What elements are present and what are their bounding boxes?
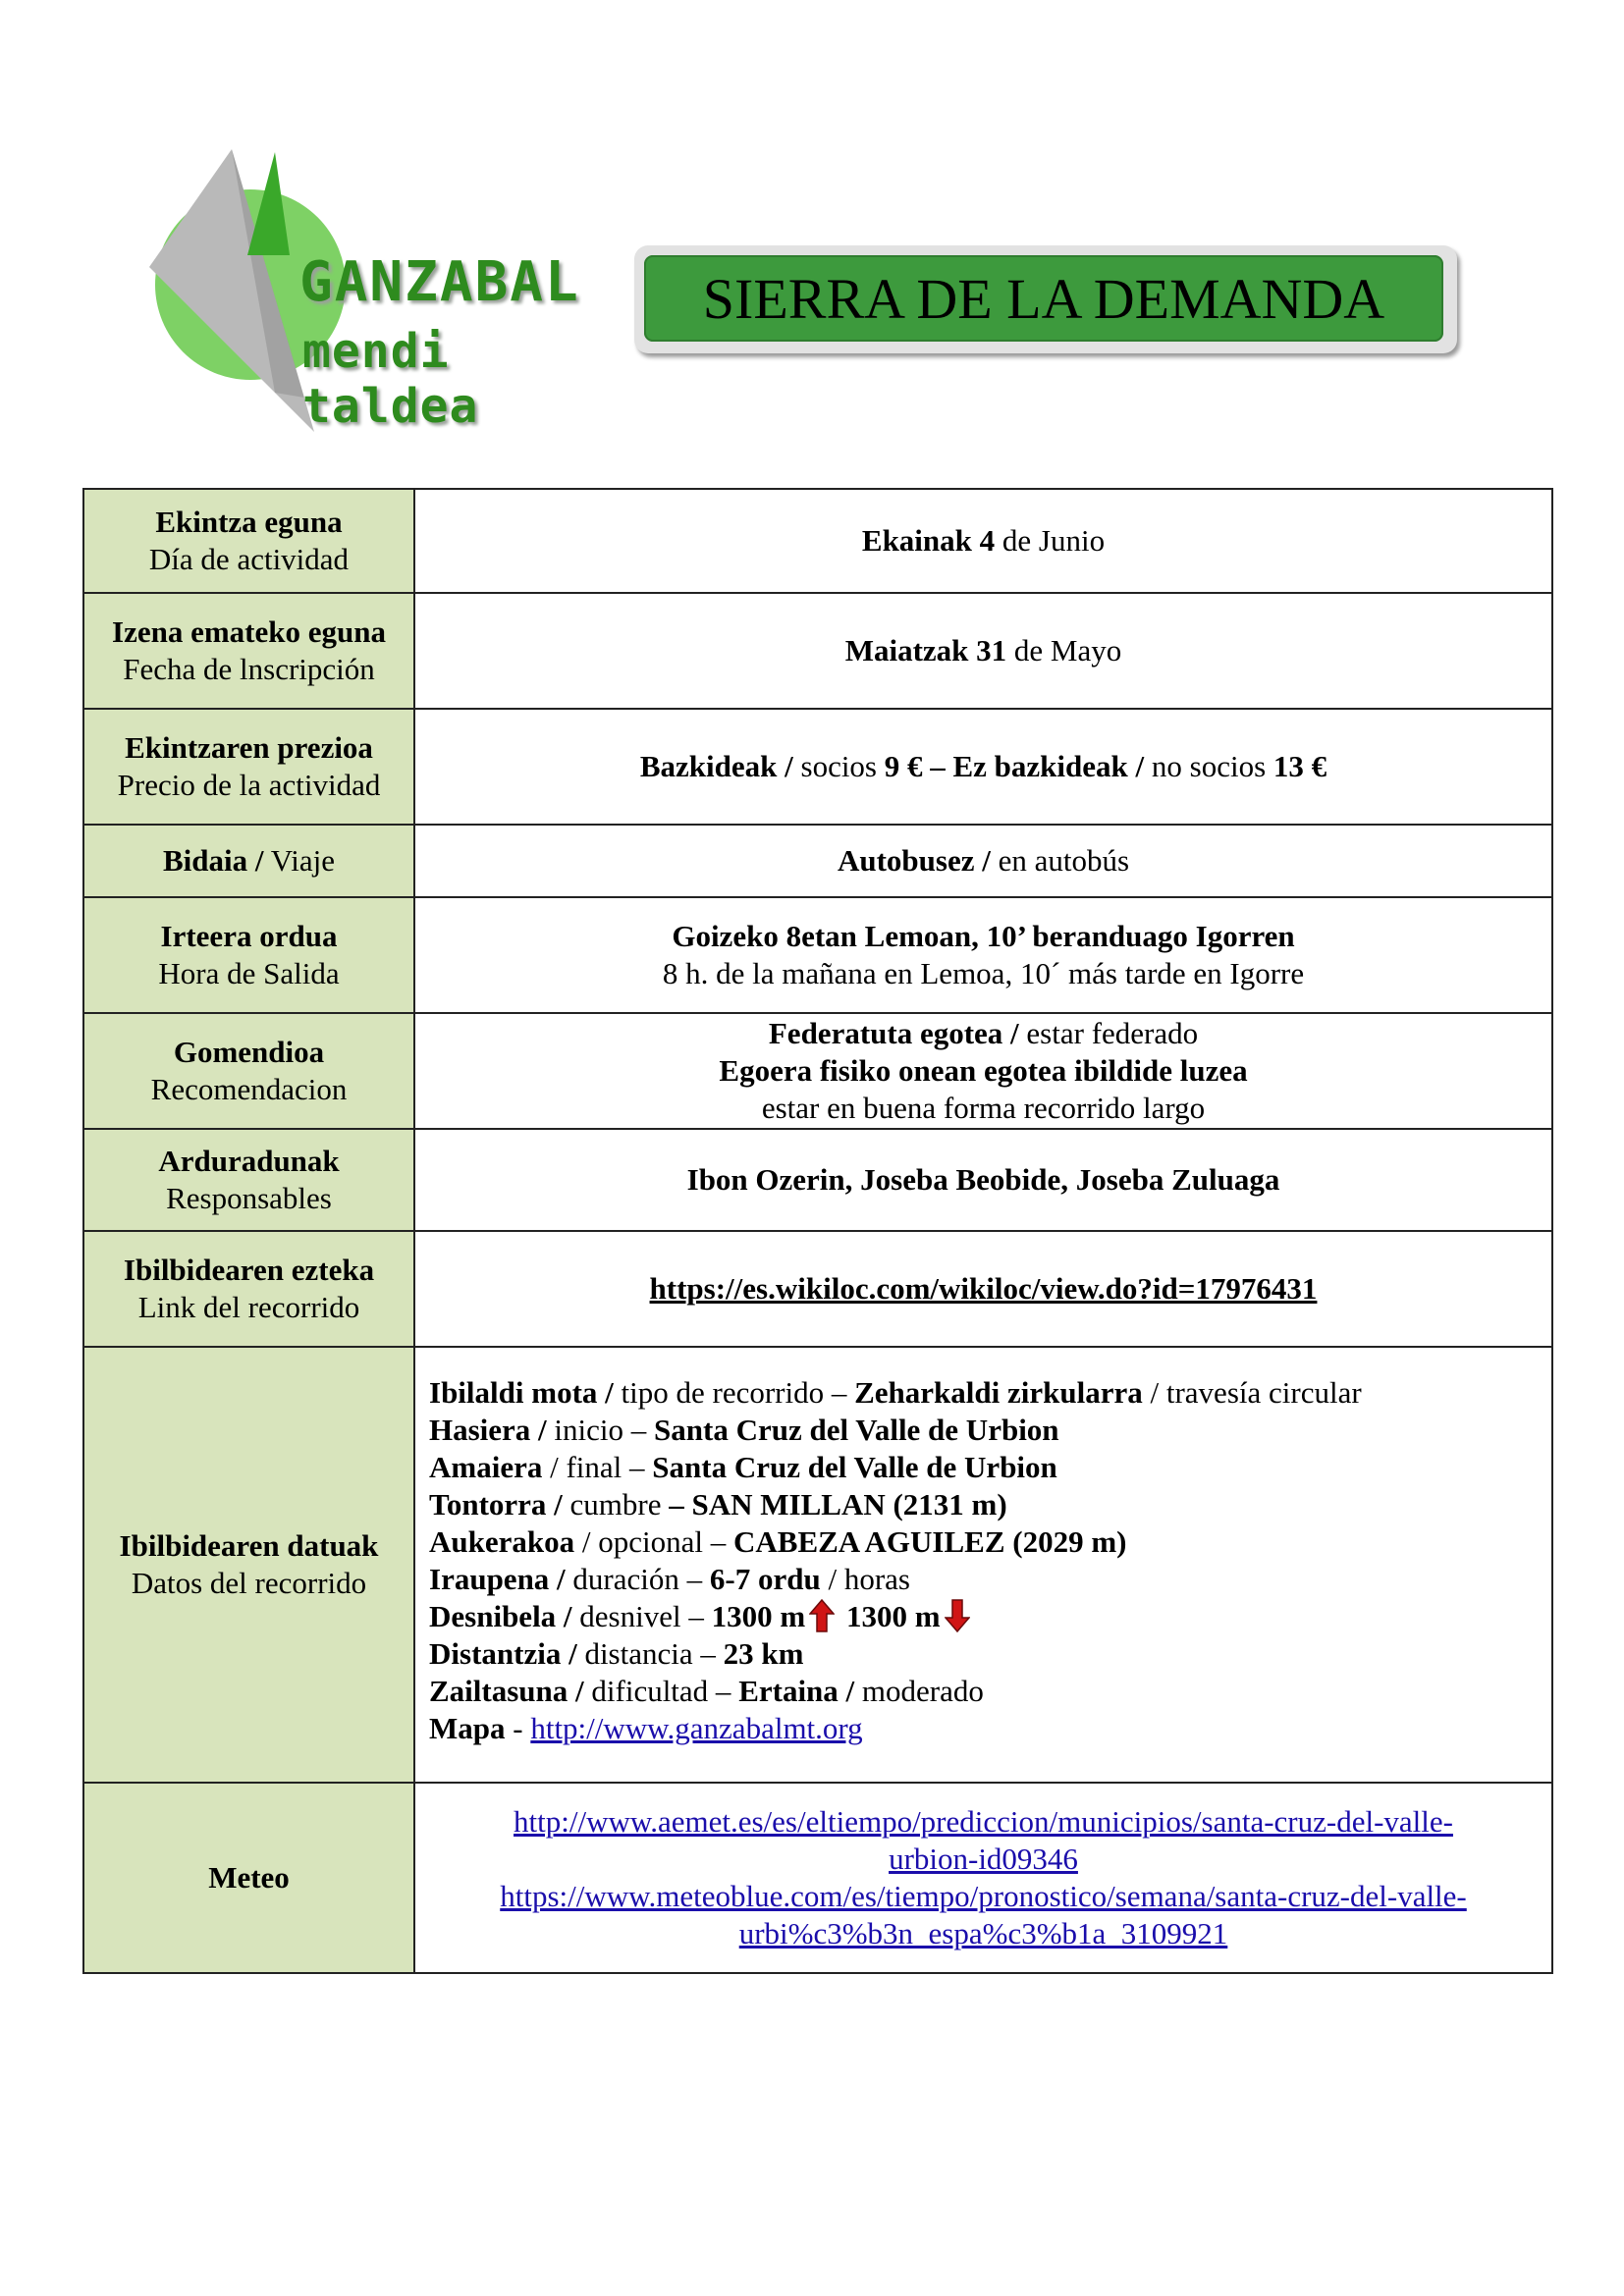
row-travel [83, 825, 1552, 897]
t: Aukerakoa [429, 1524, 575, 1559]
row-weather [83, 1783, 1552, 1973]
arrow-down-icon [945, 1599, 970, 1632]
t: Santa Cruz del Valle de Urbion [654, 1413, 1059, 1447]
label-eu: Ekintzaren prezioa [125, 730, 373, 765]
label-es: Viaje [263, 843, 335, 878]
t: Ertaina / [738, 1674, 855, 1708]
t: Mapa [429, 1711, 506, 1745]
t: 6-7 ordu [709, 1562, 821, 1596]
t: Hasiera / [429, 1413, 547, 1447]
row-route-link [83, 1231, 1552, 1347]
t: 1300 m [839, 1599, 941, 1633]
label-es: Responsables [166, 1181, 332, 1215]
logo-subtitle: mendi taldea [302, 324, 479, 434]
row-departure [83, 897, 1552, 1013]
label-eu: Irteera ordua [160, 919, 338, 953]
t: CABEZA AGUILEZ (2029 m) [733, 1524, 1127, 1559]
inscription-es: de Mayo [1013, 633, 1122, 667]
value-departure [414, 897, 1552, 1013]
label-inscription-date [83, 593, 414, 709]
t: dificultad – [583, 1674, 739, 1708]
label-route-data [83, 1347, 414, 1783]
link-part: urbi%c3%b3n_espa%c3%b1a_3109921 [738, 1916, 1228, 1950]
t: distancia – [576, 1636, 724, 1671]
t: / horas [820, 1562, 910, 1596]
label-es: Hora de Salida [158, 956, 340, 990]
title-banner [634, 245, 1457, 353]
label-price [83, 709, 414, 825]
t: Amaiera [429, 1450, 543, 1484]
t: / final – [542, 1450, 653, 1484]
label-eu: Izena emateko eguna [112, 614, 386, 649]
label-eu: Ibilbidearen ezteka [123, 1253, 375, 1287]
label-eu: Bidaia / [163, 843, 264, 878]
t: Santa Cruz del Valle de Urbion [652, 1450, 1057, 1484]
label-eu: Ekintza eguna [155, 505, 343, 539]
value-route-link [414, 1231, 1552, 1347]
t: Iraupena / [429, 1562, 566, 1596]
label-es: Precio de la actividad [117, 768, 381, 802]
t: desnivel – [571, 1599, 712, 1633]
row-recommendation [83, 1013, 1552, 1129]
t: duración – [565, 1562, 710, 1596]
value-travel [414, 825, 1552, 897]
t: cumbre [562, 1487, 670, 1522]
t: / opcional – [574, 1524, 733, 1559]
aemet-link[interactable] [514, 1804, 1453, 1876]
t: Desnibela / [429, 1599, 572, 1633]
t: moderado [854, 1674, 984, 1708]
date-eu: Ekainak 4 [861, 523, 996, 558]
price-part: 13 € [1272, 749, 1327, 783]
link-part: http://www.aemet.es/es/eltiempo/prediccion/municipios/santa-cruz-del-valle- [514, 1804, 1453, 1839]
route-line-duration [429, 1561, 1538, 1598]
route-line-start [429, 1412, 1538, 1449]
label-es: Recomendacion [150, 1072, 348, 1106]
route-line-difficulty [429, 1673, 1538, 1710]
value-price [414, 709, 1552, 825]
t: inicio – [546, 1413, 655, 1447]
value-route-data [414, 1347, 1552, 1783]
label-eu: Arduradunak [158, 1144, 340, 1178]
link-part: https://www.meteoblue.com/es/tiempo/pronostico/semana/santa-cruz-del-valle- [500, 1879, 1467, 1913]
t: Zailtasuna / [429, 1674, 584, 1708]
route-line-elevation [429, 1598, 1538, 1635]
route-line-type [429, 1374, 1538, 1412]
t: – SAN MILLAN (2131 m) [669, 1487, 1007, 1522]
rec-line: estar en buena forma recorrido largo [761, 1091, 1206, 1125]
meteoblue-link[interactable] [500, 1879, 1467, 1950]
t: 23 km [723, 1636, 804, 1671]
t: Distantzia / [429, 1636, 577, 1671]
rec-line: Egoera fisiko onean egotea ibildide luzea [719, 1053, 1248, 1088]
arrow-up-icon [809, 1599, 835, 1632]
price-part: 9 € – Ez bazkideak / [884, 749, 1145, 783]
label-eu: Meteo [208, 1860, 290, 1895]
route-line-map [429, 1710, 1538, 1747]
map-link[interactable]: http://www.ganzabalmt.org [530, 1711, 863, 1745]
route-line-summit [429, 1486, 1538, 1523]
wikiloc-link[interactable]: https://es.wikiloc.com/wikiloc/view.do?id=17976431 [649, 1271, 1318, 1306]
label-es: Link del recorrido [137, 1290, 360, 1324]
rec-line: Federatuta egotea / [768, 1016, 1019, 1050]
row-inscription-date [83, 593, 1552, 709]
date-es: de Junio [1001, 523, 1106, 558]
t: Ibilaldi mota / [429, 1375, 614, 1410]
row-route-data [83, 1347, 1552, 1783]
route-line-end [429, 1449, 1538, 1486]
value-recommendation [414, 1013, 1552, 1129]
value-inscription-date [414, 593, 1552, 709]
label-travel [83, 825, 414, 897]
page-title: SIERRA DE LA DEMANDA [644, 255, 1443, 342]
value-weather [414, 1783, 1552, 1973]
t: tipo de recorrido – [613, 1375, 855, 1410]
t: 1300 m [711, 1599, 806, 1633]
label-activity-date [83, 489, 414, 593]
activity-table [82, 488, 1553, 1974]
price-part: socios [792, 749, 885, 783]
departure-eu: Goizeko 8etan Lemoan, 10’ beranduago Igorren [672, 919, 1295, 953]
price-part: Bazkideak / [639, 749, 793, 783]
travel-es: en autobús [990, 843, 1130, 878]
route-line-optional [429, 1523, 1538, 1561]
route-line-distance [429, 1635, 1538, 1673]
value-responsibles [414, 1129, 1552, 1231]
t: Tontorra / [429, 1487, 563, 1522]
label-responsibles [83, 1129, 414, 1231]
row-price [83, 709, 1552, 825]
label-route-link [83, 1231, 414, 1347]
rec-line: estar federado [1018, 1016, 1199, 1050]
ganzabal-logo [137, 147, 599, 434]
label-es: Datos del recorrido [131, 1566, 367, 1600]
travel-eu: Autobusez / [837, 843, 991, 878]
t: Zeharkaldi zirkularra [854, 1375, 1143, 1410]
t: - [505, 1711, 531, 1745]
departure-es: 8 h. de la mañana en Lemoa, 10´ más tarde en Igorre [662, 956, 1305, 990]
label-eu: Gomendioa [173, 1035, 325, 1069]
label-weather [83, 1783, 414, 1973]
label-departure [83, 897, 414, 1013]
row-activity-date [83, 489, 1552, 593]
label-eu: Ibilbidearen datuak [119, 1528, 379, 1563]
label-es: Fecha de lnscripción [123, 652, 375, 686]
logo-name: GANZABAL [299, 250, 580, 314]
label-es: Día de actividad [148, 542, 350, 576]
responsibles-names: Ibon Ozerin, Joseba Beobide, Joseba Zuluaga [686, 1162, 1280, 1197]
price-part: no socios [1144, 749, 1273, 783]
row-responsibles [83, 1129, 1552, 1231]
t: / travesía circular [1142, 1375, 1362, 1410]
label-recommendation [83, 1013, 414, 1129]
value-activity-date [414, 489, 1552, 593]
link-part: urbion-id09346 [889, 1842, 1078, 1876]
inscription-eu: Maiatzak 31 [844, 633, 1007, 667]
